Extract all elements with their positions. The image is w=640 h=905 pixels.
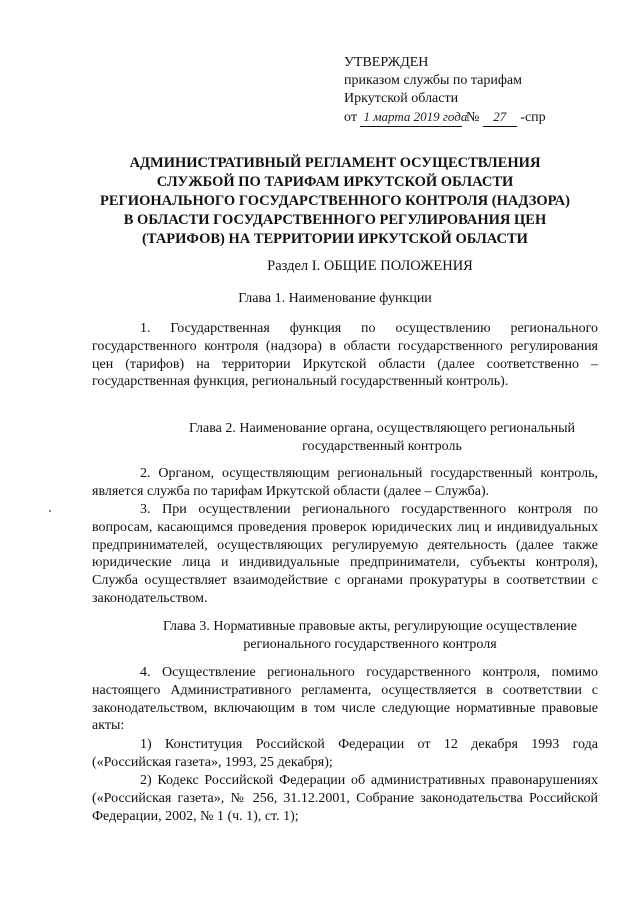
document-title: АДМИНИСТРАТИВНЫЙ РЕГЛАМЕНТ ОСУЩЕСТВЛЕНИЯ СЛУЖБОЙ ПО ТАРИФАМ ИРКУТСКОЙ ОБЛАСТИ РЕГИОНАЛЬНОГО ГОСУДАРСТВЕННОГО КОНТРОЛЯ (НАДЗОРА) В ОБЛАСТИ ГОСУДАРСТВЕННОГО РЕГУЛИРОВАНИЯ ЦЕН (ТАРИФОВ) НА ТЕРРИТОРИИ ИРКУТСКОЙ ОБЛАСТИ bbox=[100, 155, 570, 247]
approval-suffix: -спр bbox=[520, 110, 546, 125]
list-item-2: 2) Кодекс Российской Федерации об административных правонарушениях («Российская газета», № 256, 31.12.2001, Собрание законодательства Российской Федерации, 2002, № 1 (ч. 1), ст. 1); bbox=[92, 773, 598, 824]
paragraph-2: 2. Органом, осуществляющим региональный государственный контроль, является служба по тарифам Иркутской области (далее – Служба). bbox=[92, 466, 598, 499]
approval-number-label: № bbox=[465, 110, 480, 125]
approval-stamp bbox=[344, 54, 546, 127]
margin-dot bbox=[49, 510, 51, 512]
approval-date-line bbox=[344, 108, 546, 127]
approval-heading: УТВЕРЖДЕН bbox=[344, 55, 429, 70]
chapter-1-heading: Глава 1. Наименование функции bbox=[238, 291, 432, 306]
chapter-3-heading: Глава 3. Нормативные правовые акты, регулирующие осуществление регионального государственного контроля bbox=[163, 619, 577, 652]
chapter-2-heading: Глава 2. Наименование органа, осуществляющего региональный государственный контроль bbox=[188, 421, 576, 454]
section-heading: Раздел I. ОБЩИЕ ПОЛОЖЕНИЯ bbox=[267, 258, 473, 274]
paragraph-4: 4. Осуществление регионального государственного контроля, помимо настоящего Административного регламента, осуществляется в соответствии с законодательством, включающим в том числе следующие нормативные правовые акты: bbox=[92, 665, 598, 734]
paragraph-1: 1. Государственная функция по осуществлению регионального государственного контроля (надзора) в области государственного регулирования цен (тарифов) на территории Иркутской области (далее соответственно – государственная функция, региональный государственный контроль). bbox=[92, 321, 598, 390]
handwritten-number: 27 bbox=[483, 108, 517, 127]
paragraph-3: 3. При осуществлении регионального государственного контроля по вопросам, касающимся проведения проверок юридических лиц и индивидуальных предпринимателей, осуществляющих регулируемую деятельность (далее также юридические лица и индивидуальные предприниматели, субъекты контроля), Служба осуществляет взаимодействие с органами прокуратуры в соответствии с законодательством. bbox=[92, 502, 598, 606]
approval-line-1: приказом службы по тарифам bbox=[344, 73, 522, 88]
approval-from-label: от bbox=[344, 110, 357, 125]
handwritten-date: 1 марта 2019 года bbox=[360, 108, 462, 127]
list-item-1: 1) Конституция Российской Федерации от 12 декабря 1993 года («Российская газета», 1993, 25 декабря); bbox=[92, 737, 598, 770]
approval-line-2: Иркутской области bbox=[344, 91, 459, 106]
